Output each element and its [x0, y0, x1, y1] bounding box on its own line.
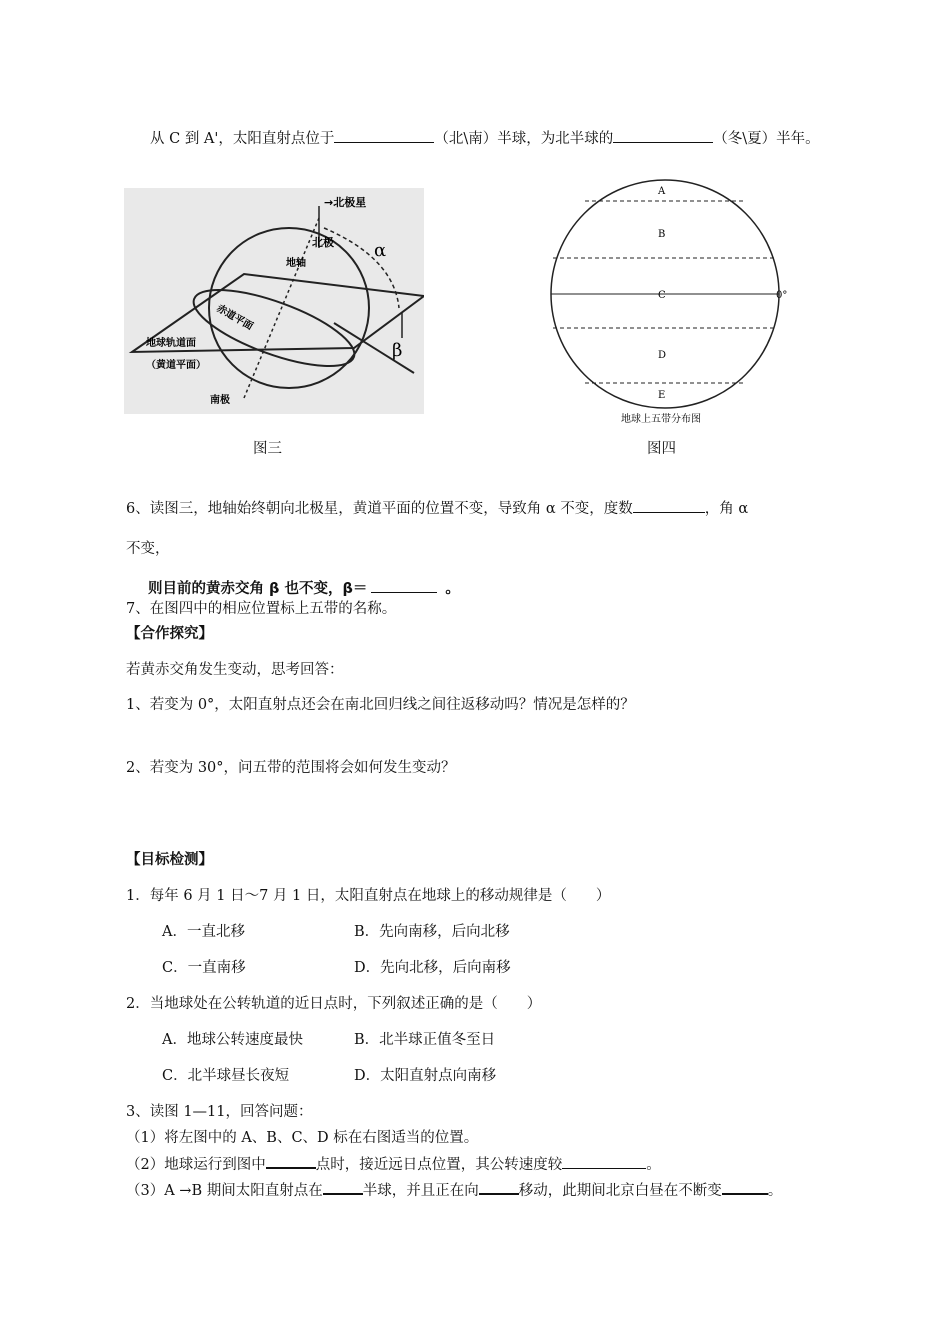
blank-point[interactable] — [266, 1153, 316, 1169]
zone-label-a: A — [658, 186, 666, 197]
figure-four-caption: 图四 — [647, 441, 676, 457]
q3-sub3-part1: （3）A →B 期间太阳直射点在 — [126, 1183, 323, 1199]
label-north-pole: 北极 — [312, 236, 334, 249]
equator-degree-label: 0° — [776, 290, 788, 301]
mc2-option-c[interactable]: C．北半球昼长夜短 — [162, 1068, 290, 1084]
blank-direction[interactable] — [479, 1179, 519, 1195]
question-6-part1: 6、读图三，地轴始终朝向北极星，黄道平面的位置不变，导致角 α 不变，度数 — [126, 501, 633, 517]
label-equator-plane: 赤道平面 — [214, 303, 255, 333]
label-north-star: →北极星 — [324, 196, 367, 209]
q3-sub2-part1: （2）地球运行到图中 — [126, 1157, 266, 1173]
mc1-option-a[interactable]: A．一直北移 — [162, 924, 245, 940]
blank-half-year[interactable] — [613, 128, 713, 143]
coop-intro: 若黄赤交角发生变动，思考回答： — [126, 662, 344, 678]
alpha-arc — [324, 228, 399, 308]
earth-axis — [244, 218, 319, 398]
top-question-part2: （北\南）半球，为北半球的 — [434, 131, 614, 147]
mc2-option-d[interactable]: D．太阳直射点向南移 — [354, 1068, 497, 1084]
figure-four — [548, 178, 798, 428]
coop-question-1: 1、若变为 0°，太阳直射点还会在南北回归线之间往返移动吗？情况是怎样的？ — [126, 697, 635, 713]
figure-three-caption: 图三 — [253, 441, 282, 457]
q3-sub2-part2: 点时，接近远日点位置，其公转速度较 — [315, 1157, 563, 1173]
q3-sub2 — [126, 1153, 661, 1175]
mc2-option-a[interactable]: A．地球公转速度最快 — [162, 1032, 303, 1048]
figure-three — [124, 188, 424, 414]
label-ecliptic-plane: （黄道平面） — [146, 360, 206, 371]
zone-label-b: B — [658, 229, 666, 240]
label-axis: 地轴 — [286, 258, 306, 269]
label-south-pole: 南极 — [210, 395, 230, 406]
q3-sub3-part4: 。 — [767, 1183, 783, 1199]
q3-sub3-part3: 移动，此期间北京白昼在不断变 — [518, 1183, 722, 1199]
mc1-question: 1．每年 6 月 1 日～7 月 1 日，太阳直射点在地球上的移动规律是（ ） — [126, 888, 611, 904]
mc1-option-d[interactable]: D．先向北移，后向南移 — [354, 960, 511, 976]
blank-alpha-degree[interactable] — [633, 498, 705, 513]
zone-label-c: C — [658, 290, 666, 301]
label-orbit-plane: 地球轨道面 — [146, 338, 196, 349]
q3-title: 3、读图 1—11，回答问题： — [126, 1104, 313, 1120]
target-title: 【目标检测】 — [126, 852, 213, 868]
coop-title: 【合作探究】 — [126, 626, 213, 642]
blank-hemisphere-ab[interactable] — [323, 1179, 363, 1195]
blank-beta-value[interactable] — [371, 578, 437, 593]
q3-sub3-part2: 半球，并且正在向 — [362, 1183, 479, 1199]
q3-sub2-part3: 。 — [646, 1157, 661, 1173]
question-6-continued: 不变， — [126, 541, 170, 557]
question-6-beta-text: 则目前的黄赤交角 β 也不变，β＝ — [148, 581, 368, 597]
five-zones-diagram — [548, 178, 798, 428]
zone-label-e: E — [658, 390, 666, 401]
q3-sub1: （1）将左图中的 A、B、C、D 标在右图适当的位置。 — [126, 1130, 479, 1146]
zone-label-d: D — [658, 350, 667, 361]
question-6 — [126, 498, 748, 519]
top-question-part1: 从 C 到 A'，太阳直射点位于 — [150, 131, 335, 147]
q3-sub3 — [126, 1179, 782, 1201]
top-question-line — [150, 128, 820, 149]
mc1-option-b[interactable]: B．先向南移，后向北移 — [354, 924, 510, 940]
label-alpha: α — [374, 240, 387, 261]
question-6-beta-line — [148, 578, 460, 599]
mc2-option-b[interactable]: B．北半球正值冬至日 — [354, 1032, 496, 1048]
mc1-option-c[interactable]: C．一直南移 — [162, 960, 246, 976]
figure-three-diagram — [124, 188, 424, 414]
label-beta: β — [392, 340, 403, 361]
question-6-part2: ，角 α — [704, 501, 749, 517]
question-6-beta-end: 。 — [445, 581, 460, 597]
figure-four-subcaption: 地球上五带分布图 — [621, 414, 701, 425]
blank-daylength[interactable] — [722, 1179, 768, 1195]
mc2-question: 2．当地球处在公转轨道的近日点时，下列叙述正确的是（ ） — [126, 996, 542, 1012]
top-question-part3: （冬\夏）半年。 — [713, 131, 820, 147]
blank-speed[interactable] — [562, 1154, 646, 1169]
coop-question-2: 2、若变为 30°，问五带的范围将会如何发生变动？ — [126, 760, 456, 776]
question-7: 7、在图四中的相应位置标上五带的名称。 — [126, 601, 397, 617]
blank-hemisphere[interactable] — [334, 128, 434, 143]
